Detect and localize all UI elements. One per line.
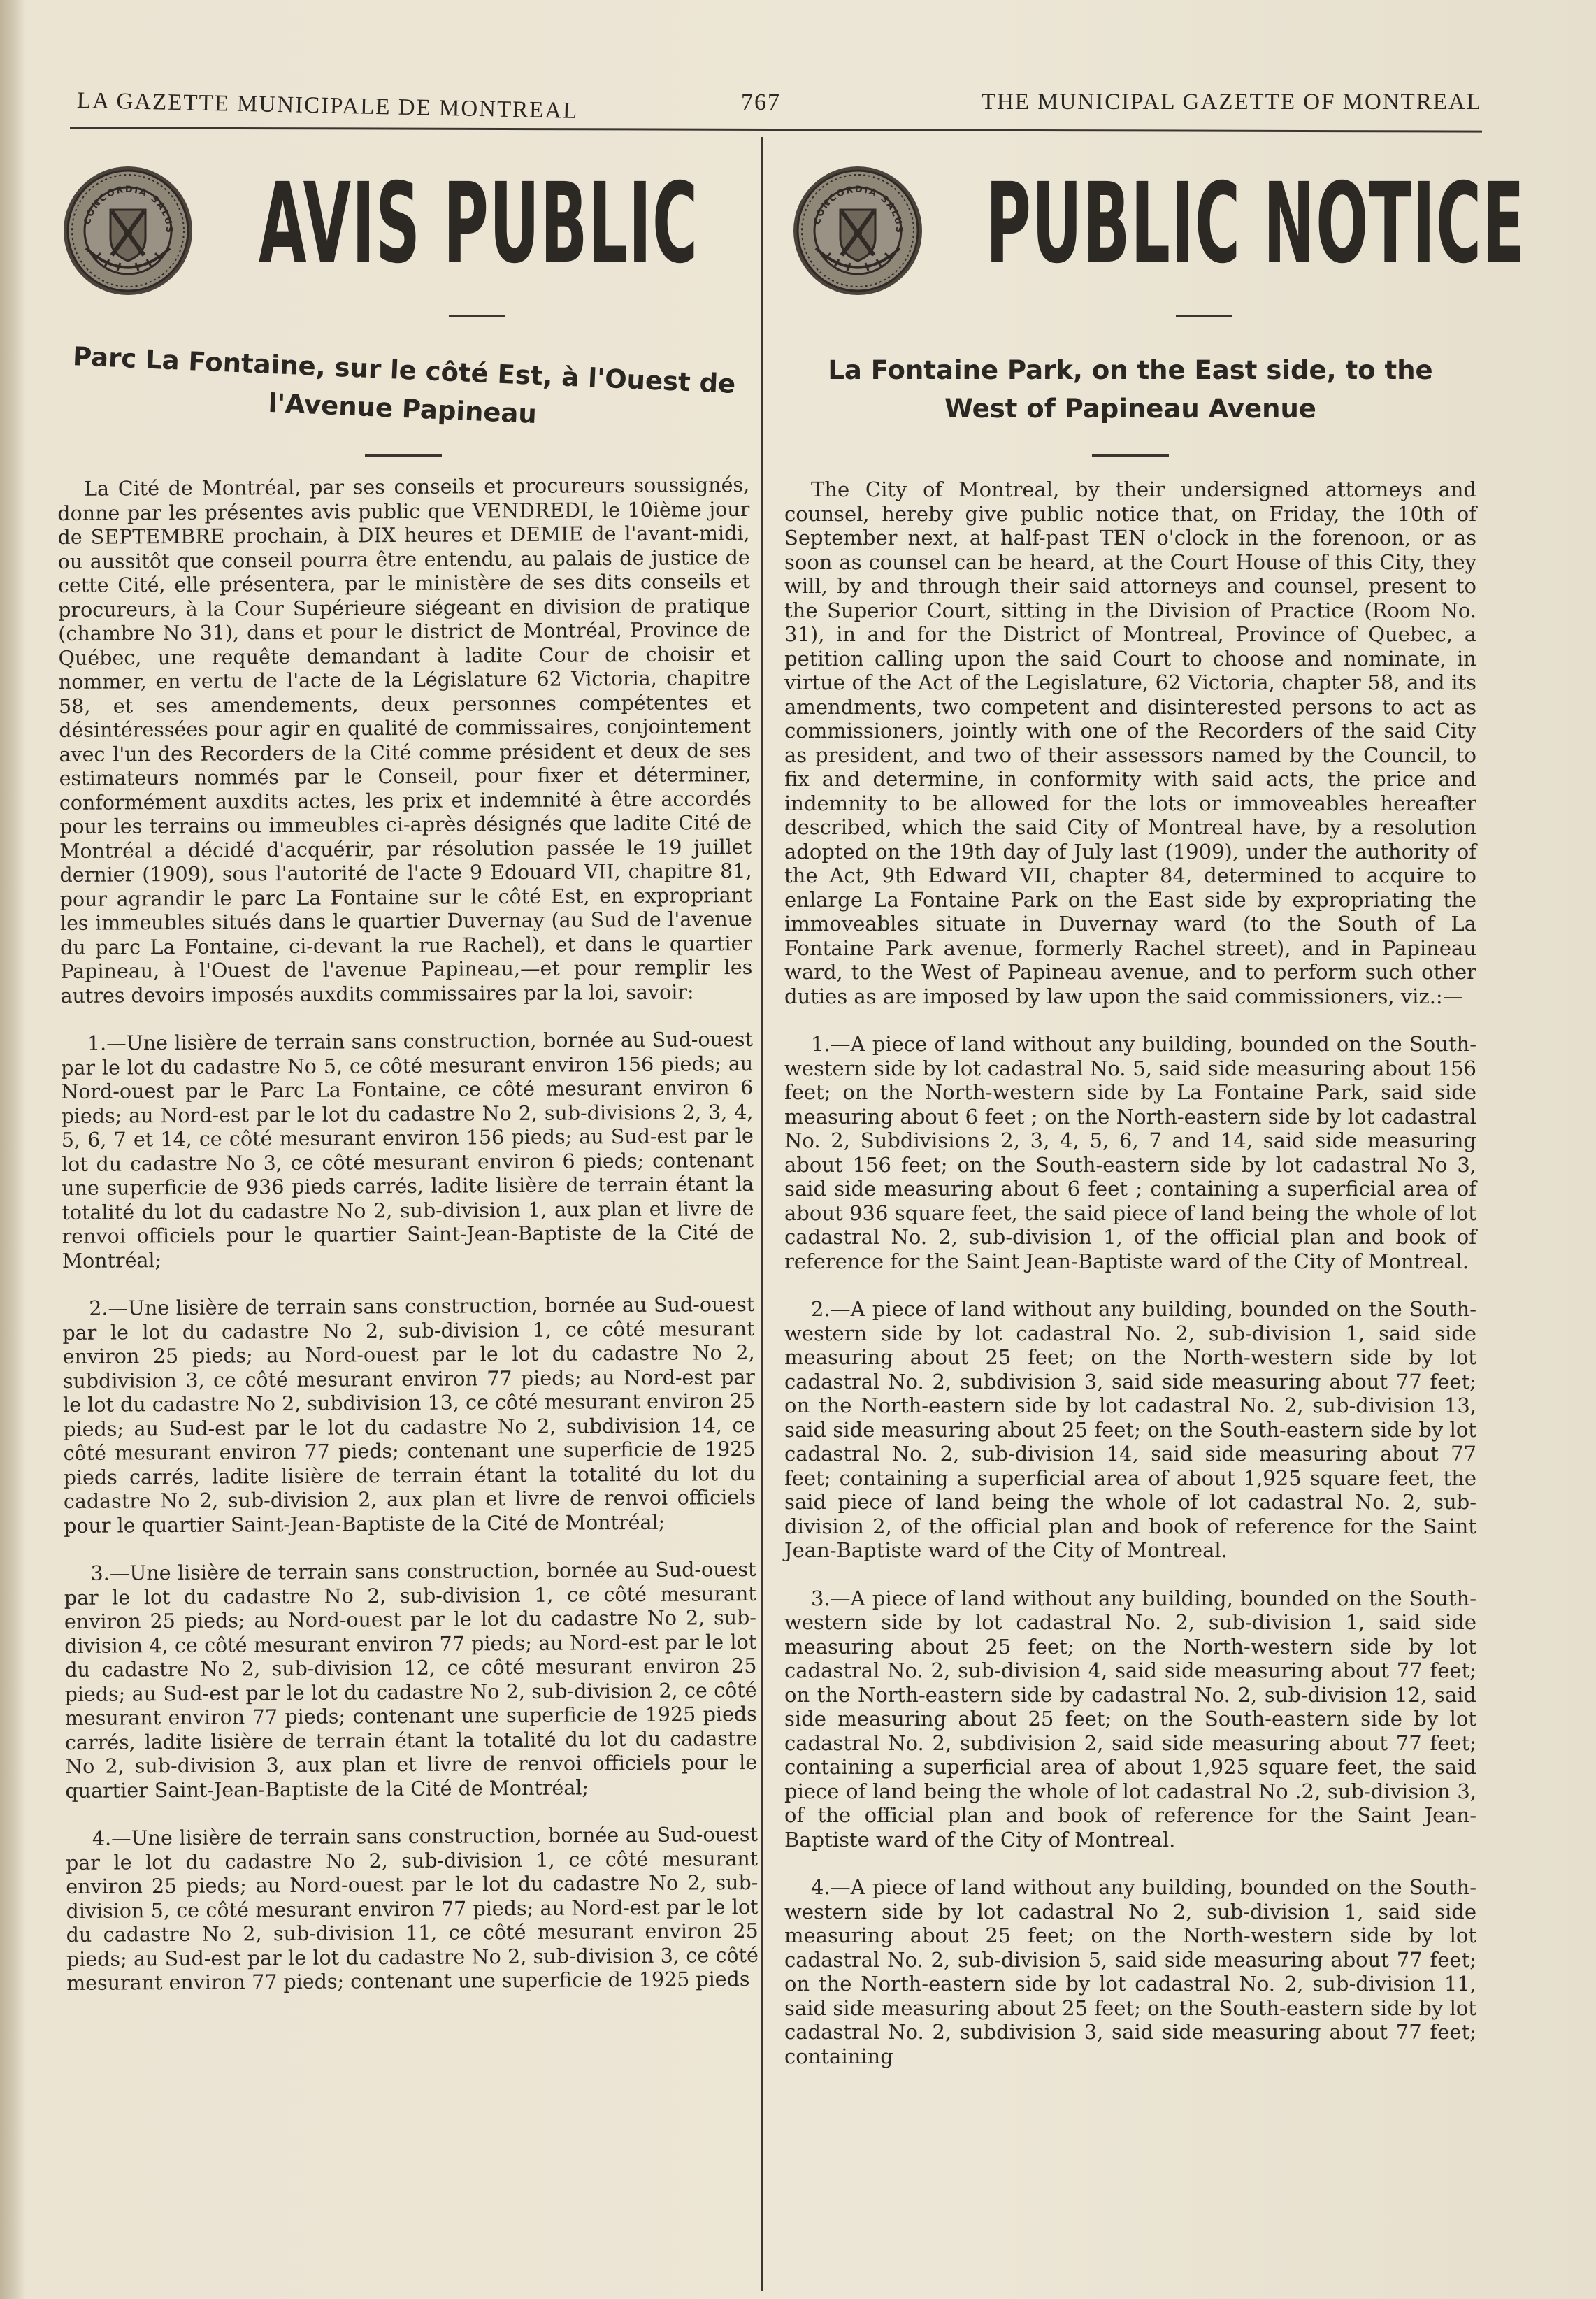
french-column: [57, 143, 759, 2020]
header-rule: [70, 127, 1482, 132]
french-paragraph-2: 2.—Une lisière de terrain sans construction, bornée au Sud-ouest par le lot du cadastre No 2, sub-division 1, ce côté mesurant environ 25 pieds; au Nord-ouest par le lot du cadastre No 2, subdivision 3, ce côté mesurant environ 77 pieds; au Nord-est par le lot du cadastre No 2, subdivision 13, ce côté mesurant environ 25 pieds; au Sud-est par le lot du cadastre No 2, subdivision 14, ce côté mesurant environ 77 pieds; contenant une superficie de 1925 pieds carrés, ladite lisière de terrain étant la totalité du lot du cadastre No 2, sub-division 2, aux plan et livre de renvoi officiels pour le quartier Saint-Jean-Baptiste de la Cité de Montréal;: [62, 1292, 756, 1538]
binding-shadow: [0, 0, 25, 2299]
english-paragraph-4: 4.—A piece of land without any building, bounded on the South-western side by lot cadastral No 2, sub-division 1, said side measuring about 25 feet; on the North-western side by lot cadastral No. 2, sub-division 5, said side measuring about 77 feet; on the North-eastern side by lot cadastral No. 2, sub-division 11, said side measuring about 25 feet; on the South-eastern side by lot cadastral No. 2, subdivision 3, said side measuring about 77 feet; containing: [784, 1875, 1476, 2068]
english-column: [784, 143, 1525, 2092]
running-head: [77, 83, 1482, 124]
running-head-right: THE MUNICIPAL GAZETTE OF MONTREAL: [981, 89, 1482, 115]
column-divider: [761, 137, 763, 2291]
french-body: [57, 473, 759, 1996]
french-paragraph-intro: La Cité de Montréal, par ses conseils et procureurs soussignés, donne par les présentes avis public que VENDREDI, le 10ième jour de SEPTEMBRE prochain, à DIX heures et DEMIE de l'avant-midi, ou aussitôt que conseil pourra être entendu, au palais de justice de cette Cité, elle présentera, par le ministère de ses dits conseils et procureurs, à la Cour Supérieure siégeant en division de pratique (chambre No 31), dans et pour le district de Montréal, Province de Québec, une requête demandant à ladite Cour de choisir et nommer, en vertu de l'acte de la Législature 62 Victoria, chapitre 58, et ses amendements, deux personnes compétentes et désintéressées pour agir en qualité de commissaires, conjointement avec l'un des Recorders de la Cité comme président et deux de ses estimateurs nommés par le Conseil, pour fixer et déterminer, conformément auxdits actes, les prix et indemnité à être accordés pour les terrains ou immeubles ci-après désignés que ladite Cité de Montréal a décidé d'acquérir, par résolution passée le 19 juillet dernier (1909), sous l'autorité de l'acte 9 Edouard VII, chapitre 81, pour agrandir le parc La Fontaine sur le côté Est, en expropriant les immeubles situés dans le quartier Duvernay (au Sud de l'avenue du parc La Fontaine, ci-devant la rue Rachel), et dans le quartier Papineau, à l'Ouest de l'avenue Papineau,—et pour remplir les autres devoirs imposés auxdits commissaires par la loi, savoir:: [57, 473, 753, 1008]
english-title-rule: [1176, 315, 1232, 317]
french-section-rule: [365, 454, 442, 457]
english-body: [784, 478, 1476, 2068]
english-paragraph-2: 2.—A piece of land without any building, bounded on the South-western side by lot cadastral No. 2, sub-division 1, said side measuring about 25 feet; on the North-western side by lot cadastral No. 2, subdivision 3, said side measuring about 77 feet; on the North-eastern side by lot cadastral No. 2, sub-division 13, said side measuring about 25 feet; on the South-eastern side by lot cadastral No. 2, sub-division 14, said side measuring about 77 feet; containing a superficial area of about 1,925 square feet, the said piece of land being the whole of lot cadastral No. 2, sub-division 2, of the official plan and book of reference for the Saint Jean-Baptiste ward of the City of Montreal.: [784, 1297, 1476, 1562]
english-section-rule: [1092, 454, 1169, 457]
seal-motto: CONCORDIA SALUS: [82, 184, 175, 235]
city-seal-icon: [62, 164, 194, 297]
english-paragraph-intro: The City of Montreal, by their undersigned attorneys and counsel, hereby give public notice that, on Friday, the 10th of September next, at half-past TEN o'clock in the forenoon, or as soon as counsel can be heard, at the Court House of this City, they will, by and through their said attorneys and counsel, present to the Superior Court, sitting in the Division of Practice (Room No. 31), in and for the District of Montreal, Province of Quebec, a petition calling upon the said Court to choose and nominate, in virtue of the Act of the Legislature, 62 Victoria, chapter 58, and its amendments, two competent and disinterested persons to act as commissioners, jointly with one of the Recorders of the said City as president, and two of their assessors named by the Council, to fix and determine, in conformity with said acts, the price and indemnity to be allowed for the lots or immoveables hereafter described, which the said City of Montreal have, by a resolution adopted on the 19th day of July last (1909), under the authority of the Act, 9th Edward VII, chapter 84, determined to acquire to enlarge La Fontaine Park on the East side by expropriating the immoveables situate in Duvernay ward (to the South of La Fontaine Park avenue, formerly Rachel street), and in Papineau ward, to the West of Papineau avenue, and to perform such other duties as are imposed by law upon the said commissioners, viz.:—: [784, 478, 1476, 1008]
running-head-left: LA GAZETTE MUNICIPALE DE MONTREAL: [76, 88, 579, 124]
english-subtitle: La Fontaine Park, on the East side, to the West of Papineau Avenue: [828, 355, 1433, 424]
french-title: AVIS PUBLIC: [259, 159, 699, 288]
french-paragraph-3: 3.—Une lisière de terrain sans construction, bornée au Sud-ouest par le lot du cadastre No 2, sub-division 1, ce côté mesurant environ 25 pieds; au Nord-ouest par le lot du cadastre No 2, sub-division 4, ce côté mesurant environ 77 pieds; au Nord-est par le lot du cadastre No 2, sub-division 12, ce côté mesurant environ 25 pieds; au Sud-est par le lot du cadastre No 2, sub-division 2, ce côté mesurant environ 77 pieds; contenant une superficie de 1925 pieds carrés, ladite lisière de terrain étant la totalité du lot du cadastre No 2, sub-division 3, aux plan et livre de renvoi officiels pour le quartier Saint-Jean-Baptiste de la Cité de Montréal;: [64, 1557, 758, 1803]
french-masthead: [57, 143, 749, 343]
english-title: PUBLIC NOTICE: [986, 159, 1525, 288]
page-number: 767: [741, 89, 781, 115]
french-subtitle: Parc La Fontaine, sur le côté Est, à l'Ouest de l'Avenue Papineau: [72, 341, 737, 430]
city-seal-icon: [791, 164, 924, 297]
seal-motto: CONCORDIA SALUS: [812, 184, 905, 235]
french-title-rule: [449, 315, 505, 317]
french-paragraph-1: 1.—Une lisière de terrain sans construction, bornée au Sud-ouest par le lot du cadastre No 5, ce côté mesurant environ 156 pieds; au Nord-ouest par le Parc La Fontaine, ce côté mesurant environ 6 pieds; au Nord-est par le lot du cadastre No 2, sub-divisions 2, 3, 4, 5, 6, 7 et 14, ce côté mesurant environ 156 pieds; au Sud-est par le lot du cadastre No 3, ce côté mesurant environ 6 pieds; contenant une superficie de 936 pieds carrés, ladite lisière de terrain étant la totalité du lot du cadastre No 2, sub-division 1, aux plan et livre de renvoi officiels pour le quartier Saint-Jean-Baptiste de la Cité de Montréal;: [61, 1027, 754, 1273]
french-paragraph-4: 4.—Une lisière de terrain sans construction, bornée au Sud-ouest par le lot du cadastre No 2, sub-division 1, ce côté mesurant environ 25 pieds; au Nord-ouest par le lot du cadastre No 2, sub-division 5, ce côté mesurant environ 77 pieds; au Nord-est par le lot du cadastre No 2, sub-division 11, ce côté mesurant environ 25 pieds; au Sud-est par le lot du cadastre No 2, sub-division 3, ce côté mesurant environ 77 pieds; contenant une superficie de 1925 pieds: [66, 1822, 759, 1995]
english-masthead: [784, 143, 1525, 343]
english-paragraph-3: 3.—A piece of land without any building, bounded on the South-western side by lot cadastral No. 2, sub-division 1, said side measuring about 25 feet; on the North-western side by lot cadastral No. 2, sub-division 4, said side measuring about 77 feet; on the North-eastern side by cadastral No. 2, sub-division 12, said side measuring about 25 feet; on the South-eastern side by lot cadastral No. 2, subdivision 2, said side measuring about 77 feet; containing a superficial area of about 1,925 square feet, the said piece of land being the whole of lot cadastral No .2, sub-division 3, of the official plan and book of reference for the Saint Jean-Baptiste ward of the City of Montreal.: [784, 1586, 1476, 1852]
english-paragraph-1: 1.—A piece of land without any building, bounded on the South-western side by lot cadastral No. 5, said side measuring about 156 feet; on the North-western side by La Fontaine Park, said side measuring about 6 feet ; on the North-eastern side by lot cadastral No. 2, Subdivisions 2, 3, 4, 5, 6, 7 and 14, said side measuring about 156 feet; on the South-eastern side by lot cadastral No 3, said side measuring about 6 feet ; containing a superficial area of about 936 square feet, the said piece of land being the whole of lot cadastral No. 2, sub-division 1, of the official plan and book of reference for the Saint Jean-Baptiste ward of the City of Montreal.: [784, 1032, 1476, 1273]
